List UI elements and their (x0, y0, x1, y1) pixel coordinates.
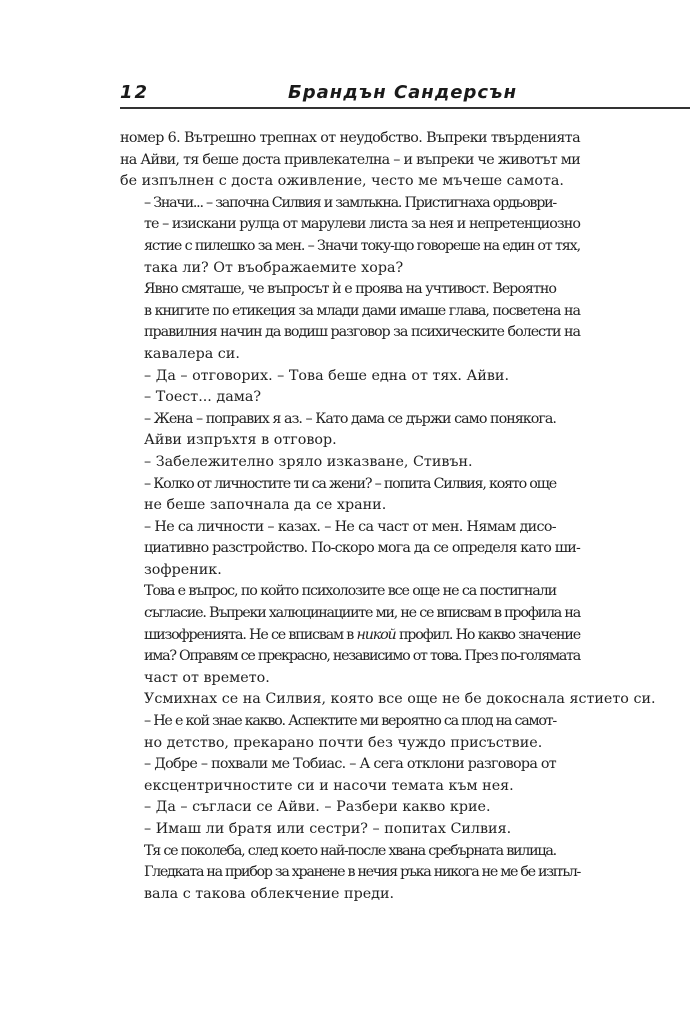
text-line: правилния начин да водиш разговор за психическите болести на (144, 324, 580, 341)
text-line: Тя се поколеба, след което най-после хвана сребърната вилица. (144, 842, 556, 859)
text-line: има? Оправям се прекрасно, независимо от това. През по-голямата (144, 648, 580, 665)
page-header (120, 80, 690, 110)
text-line: така ли? От въображаемите хора? (144, 259, 404, 276)
text-line: – Не е кой знае какво. Аспектите ми вероятно са плод на самот- (144, 713, 556, 730)
text-line: номер 6. Вътрешно трепнах от неудобство. Въпреки твърденията (120, 130, 580, 146)
paragraph (120, 841, 580, 906)
paragraph (120, 387, 580, 409)
text-line: но детство, прекарано почти без чуждо присъствие. (144, 734, 543, 751)
text-line: – Колко от личностите ти са жени? – попита Силвия, която още (144, 475, 556, 492)
paragraph (120, 193, 580, 279)
text-line: – Жена – поправих я аз. – Като дама се държи само понякога. (144, 410, 556, 427)
text-line: на Айви, тя беше доста привлекателна – и въпреки че животът ми (120, 151, 580, 168)
text-line: – Имаш ли братя или сестри? – попитах Силвия. (144, 821, 512, 837)
paragraph (120, 711, 580, 754)
text-line: – Тоест... дама? (144, 389, 262, 406)
text-line: – Значи... – започна Силвия и замлъкна. Пристигнаха ордьоври- (144, 194, 556, 211)
paragraph (120, 819, 580, 841)
paragraph (120, 797, 580, 819)
text-line: ястие с пилешко за мен. – Значи току-що говореше на един от тях, (144, 237, 580, 254)
paragraph (120, 754, 580, 797)
text-line: част от времето. (144, 669, 270, 686)
text-line-with-emphasis (120, 625, 580, 647)
text-line: – Забележително зряло изказване, Стивън. (144, 453, 473, 470)
emphasis: никой (356, 626, 396, 643)
page-number: 12 (120, 82, 150, 103)
paragraph (120, 452, 580, 474)
paragraph (120, 279, 580, 365)
text-line: циативно разстройство. По-скоро мога да се определя като ши- (144, 540, 580, 557)
text-line: – Добре – похвали ме Тобиас. – А сега отклони разговора от (144, 756, 556, 773)
paragraph (120, 409, 580, 452)
paragraph (120, 474, 580, 517)
text-line: те – изискани рулца от марулеви листа за нея и непретенциозно (144, 216, 580, 233)
text-line: вала с такова облекчение преди. (144, 885, 395, 902)
paragraph (120, 517, 580, 582)
text-line: съгласие. Въпреки халюцинациите ми, не се вписвам в профила на (144, 605, 580, 622)
text-line: – Да – отговорих. – Това беше една от тях. Айви. (144, 367, 509, 384)
running-head-author: Брандън Сандерсън (288, 82, 518, 103)
text-line: ексцентричностите си и насочи темата към нея. (144, 777, 514, 794)
text-line: Усмихнах се на Силвия, която все още не бе докоснала ястието си. (144, 691, 656, 708)
text-line: кавалера си. (144, 345, 240, 362)
paragraph (120, 128, 580, 193)
body-text (120, 128, 656, 905)
text-run: профил. Но какво значение (395, 626, 580, 643)
text-line: Айви изпръхтя в отговор. (144, 432, 337, 449)
paragraph (120, 689, 656, 711)
paragraph (120, 366, 580, 388)
text-run: шизофренията. Не се вписвам в (144, 626, 357, 643)
text-line: – Да – съгласи се Айви. – Разбери какво крие. (144, 799, 491, 816)
text-line: Гледката на прибор за хранене в нечия ръка никога не ме бе изпъл- (144, 864, 580, 881)
text-line: Явно смяташе, че въпросът ѝ е проява на учтивост. Вероятно (144, 281, 556, 298)
paragraph (120, 581, 580, 689)
text-line: бе изпълнен с доста оживление, често ме мъчеше самота. (120, 173, 564, 190)
text-line: зофреник. (144, 561, 222, 578)
text-line: – Не са личности – казах. – Не са част от мен. Нямам дисо- (144, 518, 556, 535)
text-line: Това е въпрос, по който психолозите все още не са постигнали (144, 583, 556, 600)
header-rule (120, 107, 690, 109)
text-line: не беше започнала да се храни. (144, 497, 387, 514)
text-line: в книгите по етикеция за млади дами имаше глава, посветена на (144, 302, 580, 319)
